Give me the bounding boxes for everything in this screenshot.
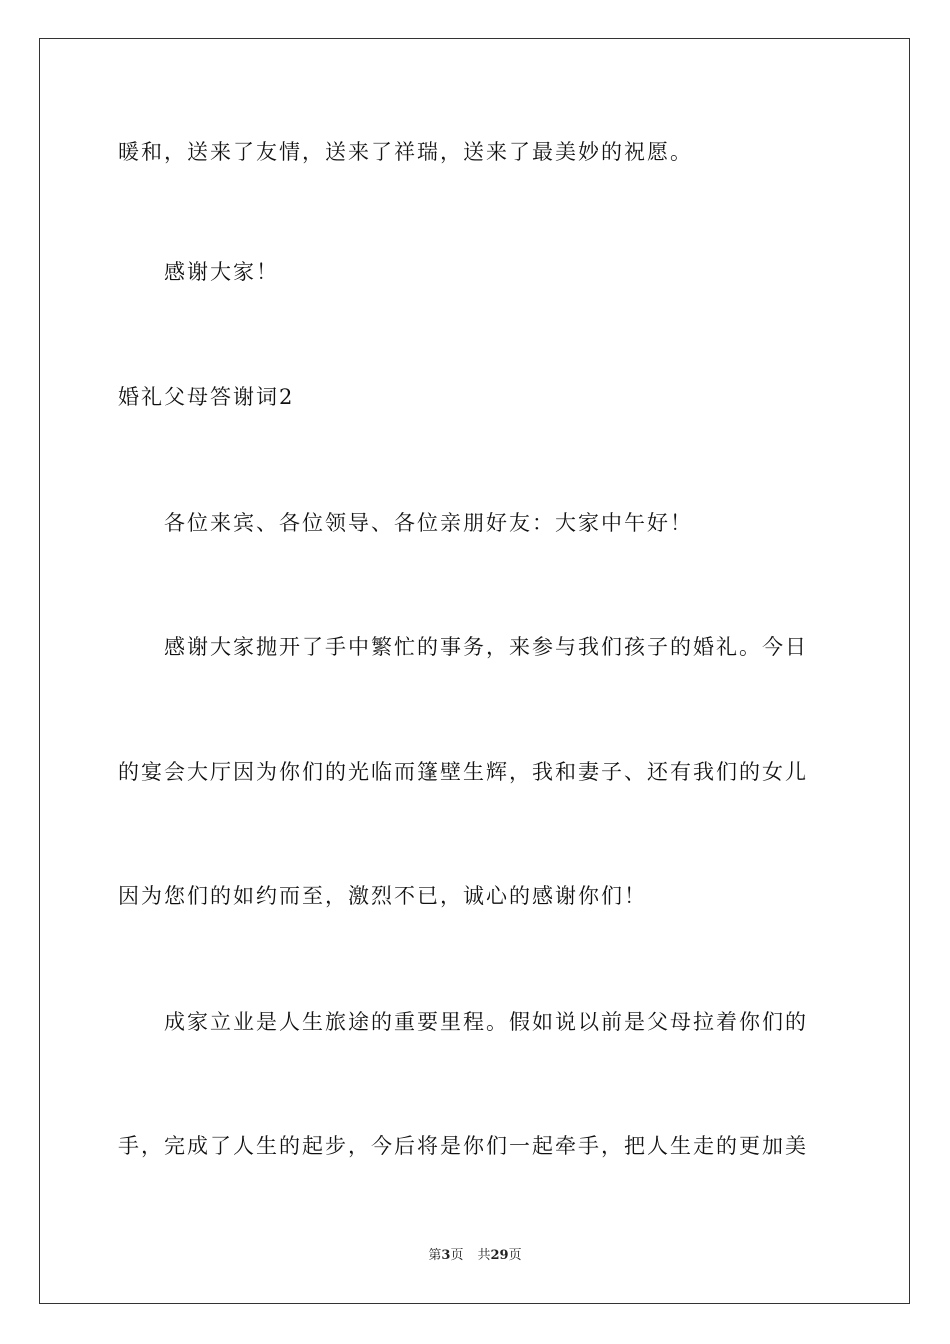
page-prefix: 第: [428, 1248, 442, 1263]
page-border: [39, 38, 910, 1304]
body-line-6: 因为您们的如约而至，激烈不已，诚心的感谢你们！: [118, 884, 647, 908]
current-page-number: 3: [441, 1248, 451, 1263]
body-line-7: 成家立业是人生旅途的重要里程。假如说以前是父母拉着你们的: [164, 1010, 808, 1034]
body-line-1: 暖和，送来了友情，送来了祥瑞，送来了最美妙的祝愿。: [118, 140, 693, 164]
body-line-2: 感谢大家！: [164, 260, 279, 284]
total-prefix: 共: [477, 1248, 491, 1263]
page-suffix: 页: [450, 1248, 464, 1263]
section-heading: 婚礼父母答谢词2: [118, 385, 295, 409]
body-line-3: 各位来宾、各位领导、各位亲朋好友：大家中午好！: [164, 511, 693, 535]
body-line-4: 感谢大家抛开了手中繁忙的事务，来参与我们孩子的婚礼。今日: [164, 635, 808, 659]
page-footer: [0, 1247, 950, 1265]
body-line-8: 手，完成了人生的起步，今后将是你们一起牵手，把人生走的更加美: [118, 1134, 808, 1158]
total-suffix: 页: [508, 1248, 522, 1263]
total-page-count: 29: [490, 1248, 509, 1263]
body-line-5: 的宴会大厅因为你们的光临而篷壁生辉，我和妻子、还有我们的女儿: [118, 760, 808, 784]
